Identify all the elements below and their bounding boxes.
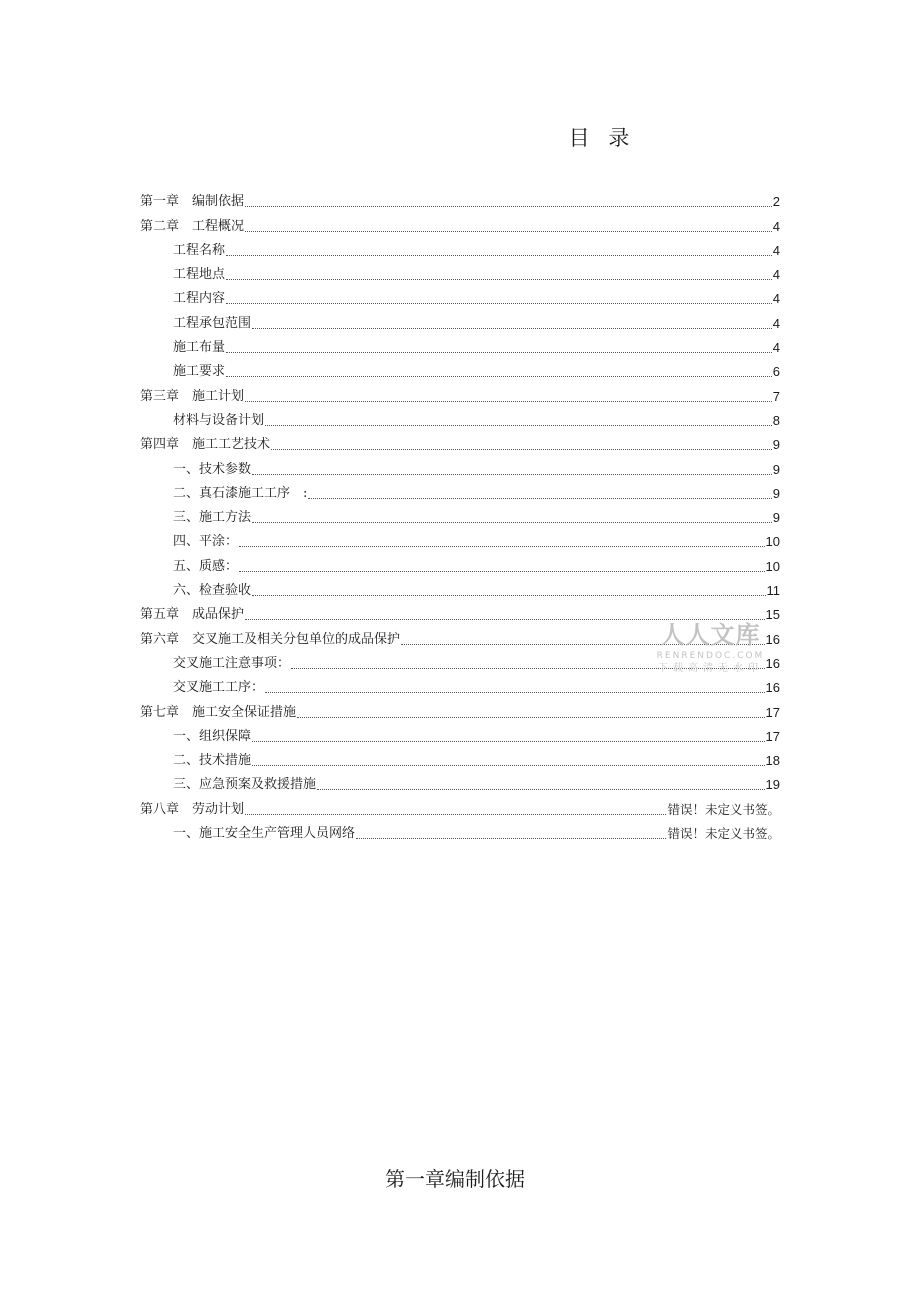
toc-leader-dots xyxy=(265,692,765,693)
toc-entry[interactable] xyxy=(140,186,780,210)
toc-entry-label: 第三章 施工计划 xyxy=(140,388,245,404)
toc-entry-page: 18 xyxy=(765,753,780,769)
toc-entry[interactable] xyxy=(140,745,780,769)
toc-entry-label: 三、施工方法 xyxy=(173,510,252,526)
toc-entry[interactable] xyxy=(140,696,780,720)
toc-entry-label: 二、真石漆施工工序 : xyxy=(173,485,308,501)
toc-entry[interactable] xyxy=(140,769,780,793)
toc-leader-dots xyxy=(271,449,772,450)
toc-entry[interactable] xyxy=(140,356,780,380)
toc-entry-page: 19 xyxy=(765,777,780,793)
toc-leader-dots xyxy=(317,789,765,790)
toc-entry-page: 10 xyxy=(765,558,780,574)
toc-entry-label: 三、应急预案及救援措施 xyxy=(173,777,317,793)
toc-entry-page: 4 xyxy=(772,242,780,258)
toc-leader-dots xyxy=(252,765,765,766)
toc-entry-page: 17 xyxy=(765,728,780,744)
toc-entry-label: 第一章 编制依据 xyxy=(140,194,245,210)
toc-entry-page: 8 xyxy=(772,412,780,428)
chapter-heading: 第一章编制依据 xyxy=(385,1167,525,1191)
toc-entry[interactable] xyxy=(140,526,780,550)
toc-entry[interactable] xyxy=(140,332,780,356)
toc-entry-label: 施工要求 xyxy=(173,364,226,380)
toc-entry[interactable] xyxy=(140,283,780,307)
watermark-logo xyxy=(648,620,773,676)
toc-entry-page: 16 xyxy=(765,680,780,696)
toc-entry-page: 15 xyxy=(765,607,780,623)
toc-entry-label: 五、质感： xyxy=(173,558,239,574)
toc-entry-page: 16 xyxy=(765,631,780,647)
toc-leader-dots xyxy=(252,741,765,742)
toc-entry-label: 第四章 施工工艺技术 xyxy=(140,437,271,453)
toc-leader-dots xyxy=(245,231,772,232)
toc-entry-label: 四、平涂： xyxy=(173,534,239,550)
toc-entry-page: 7 xyxy=(772,388,780,404)
toc-entry-page: 4 xyxy=(772,340,780,356)
toc-leader-dots xyxy=(245,401,772,402)
toc-entry[interactable] xyxy=(140,235,780,259)
toc-entry-label: 工程名称 xyxy=(173,242,226,258)
toc-leader-dots xyxy=(245,206,772,207)
toc-entry-label: 二、技术措施 xyxy=(173,753,252,769)
toc-entry-label: 材料与设备计划 xyxy=(173,412,265,428)
toc-entry-label: 第八章 劳动计划 xyxy=(140,801,245,817)
toc-entry[interactable] xyxy=(140,210,780,234)
toc-entry[interactable] xyxy=(140,502,780,526)
toc-entry-label: 一、施工安全生产管理人员网络 xyxy=(173,826,356,842)
toc-entry-page: 17 xyxy=(765,704,780,720)
toc-entry-page: 10 xyxy=(765,534,780,550)
toc-entry[interactable] xyxy=(140,793,780,817)
toc-entry-label: 施工布量 xyxy=(173,340,226,356)
toc-entry[interactable] xyxy=(140,818,780,842)
toc-entry-page: 9 xyxy=(772,510,780,526)
toc-entry-page: 9 xyxy=(772,461,780,477)
watermark-url-text: RENRENDOC.COM xyxy=(656,651,765,661)
toc-entry-page: 9 xyxy=(772,437,780,453)
toc-entry-label: 工程地点 xyxy=(173,267,226,283)
toc-entry-label: 第七章 施工安全保证措施 xyxy=(140,704,297,720)
toc-leader-dots xyxy=(226,279,772,280)
toc-leader-dots xyxy=(226,376,772,377)
toc-entry[interactable] xyxy=(140,550,780,574)
toc-entry[interactable] xyxy=(140,429,780,453)
toc-entry-label: 交叉施工工序： xyxy=(173,680,265,696)
toc-entry-page: 2 xyxy=(772,194,780,210)
watermark-main-text: 人人文库 xyxy=(660,621,761,649)
toc-entry-page: 错误！未定义书签。 xyxy=(667,801,780,817)
toc-leader-dots xyxy=(252,474,772,475)
toc-entry-page: 16 xyxy=(765,655,780,671)
toc-entry-page: 4 xyxy=(772,315,780,331)
toc-entry-page: 9 xyxy=(772,485,780,501)
toc-entry-label: 第六章 交叉施工及相关分包单位的成品保护 xyxy=(140,631,401,647)
toc-leader-dots xyxy=(356,838,666,839)
watermark-caption: 下载高清无水印 xyxy=(658,663,763,674)
toc-entry[interactable] xyxy=(140,380,780,404)
toc-leader-dots xyxy=(239,546,765,547)
toc-entry-label: 第二章 工程概况 xyxy=(140,218,245,234)
toc-entry-label: 工程承包范围 xyxy=(173,315,252,331)
toc-leader-dots xyxy=(226,352,772,353)
toc-entry[interactable] xyxy=(140,575,780,599)
toc-entry[interactable] xyxy=(140,721,780,745)
toc-leader-dots xyxy=(308,498,771,499)
toc-leader-dots xyxy=(265,425,772,426)
toc-entry[interactable] xyxy=(140,307,780,331)
toc-title: 目 录 xyxy=(568,126,636,150)
toc-entry[interactable] xyxy=(140,405,780,429)
toc-leader-dots xyxy=(245,814,666,815)
toc-leader-dots xyxy=(226,303,772,304)
toc-entry-page: 4 xyxy=(772,267,780,283)
toc-entry[interactable] xyxy=(140,478,780,502)
toc-entry[interactable] xyxy=(140,259,780,283)
toc-leader-dots xyxy=(252,328,772,329)
toc-entry[interactable] xyxy=(140,453,780,477)
toc-leader-dots xyxy=(226,255,772,256)
toc-entry-label: 一、技术参数 xyxy=(173,461,252,477)
toc-leader-dots xyxy=(252,595,765,596)
toc-entry-page: 4 xyxy=(772,291,780,307)
toc-entry-page: 4 xyxy=(772,218,780,234)
toc-entry-page: 11 xyxy=(766,583,780,599)
table-of-contents xyxy=(140,186,780,842)
toc-leader-dots xyxy=(239,571,765,572)
toc-leader-dots xyxy=(297,717,765,718)
toc-entry-page: 6 xyxy=(772,364,780,380)
toc-entry-page: 错误！未定义书签。 xyxy=(667,826,780,842)
toc-entry-label: 工程内容 xyxy=(173,291,226,307)
toc-entry-label: 一、组织保障 xyxy=(173,728,252,744)
toc-entry-label: 第五章 成品保护 xyxy=(140,607,245,623)
toc-leader-dots xyxy=(252,522,772,523)
toc-entry-label: 交叉施工注意事项： xyxy=(173,655,291,671)
toc-entry-label: 六、检查验收 xyxy=(173,583,252,599)
